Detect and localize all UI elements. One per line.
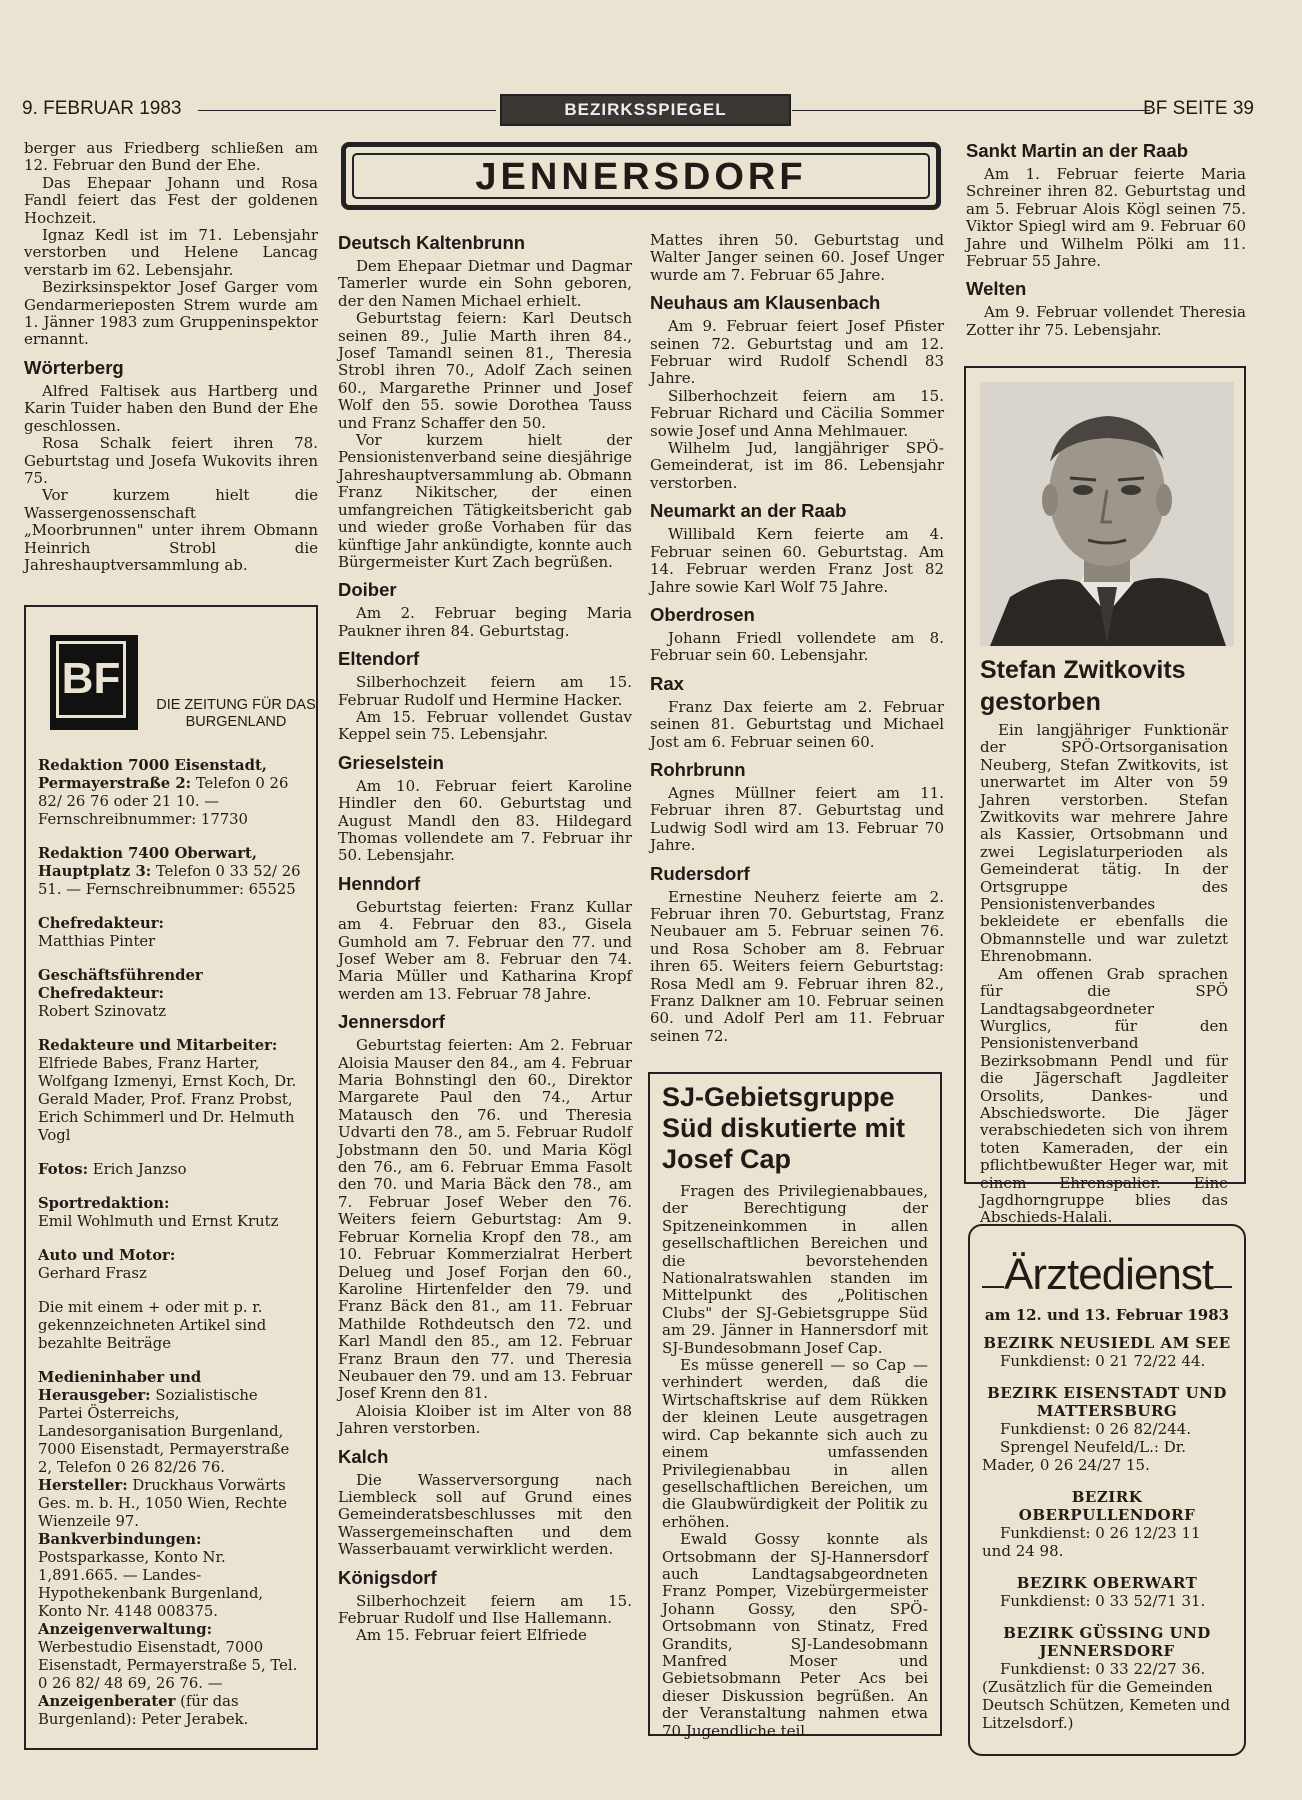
sj-article-box: [648, 1072, 942, 1740]
paragraph: Silberhochzeit feiern am 15. Februar Rudolf und Ilse Hallemann.: [338, 1591, 632, 1627]
bf-logo: [50, 635, 138, 730]
portrait-photo: [980, 382, 1234, 646]
heading-grieselstein: Grieselstein: [338, 751, 444, 773]
paragraph: Vor kurzem hielt der Pensionistenverband seine diesjährige Jahreshauptversammlung ab. Obmann Franz Nikitscher, der einen umfangreichen Tätigkeitsbericht gab und wieder große Vorhaben für das künftige Jahr ankündigte, konnte auch Bürgermeister Kurt Zach begrüßen.: [338, 431, 632, 571]
paragraph: Am 1. Februar feierte Maria Schreiner ihren 82. Geburtstag und am 5. Februar Alois Kögl seinen 75. Viktor Spiegl wird am 9. Februar 60 Jahre und Wilhelm Pölki am 11. Februar 55 Jahre.: [966, 165, 1246, 271]
heading-oberdrosen: Oberdrosen: [650, 603, 755, 625]
district-heading: BEZIRK GÜSSING UND JENNERSDORF: [1003, 1624, 1211, 1660]
imprint-text: Emil Wohlmuth und Ernst Krutz: [38, 1213, 279, 1230]
doctor-service-title: [982, 1250, 1232, 1300]
paragraph: Silberhochzeit feiern am 15. Februar Rudolf und Hermine Hacker.: [338, 673, 632, 709]
paragraph: Dem Ehepaar Dietmar und Dagmar Tamerler wurde ein Sohn geboren, der den Namen Michael erhielt.: [338, 257, 632, 310]
paragraph: berger aus Friedberg schließen am 12. Februar den Bund der Ehe.: [24, 139, 318, 175]
title-rule-right: [1214, 1286, 1232, 1288]
paragraph: Am offenen Grab sprachen für die SPÖ Landtagsabgeordneter Wurglics, für den Pensionistenverband Bezirksobmann Pendl und für die Jägerschaft Jagdleiter Orsolits, Dankes- und Abschiedsworte. Die Jäger verabschiedeten sich von ihrem toten Kameraden, der ein pflichtbewußter Heger war, mit einem Ehrenspalier. Eine Jagdhorngruppe blies das Abschieds-Halali.: [980, 964, 1228, 1227]
radio-service: Funkdienst: 0 33 22/27 36.: [1000, 1660, 1206, 1678]
doctor-service-date: am 12. und 13. Februar 1983: [984, 1306, 1230, 1324]
imprint-text: Robert Szinovatz: [38, 1003, 167, 1020]
paragraph: Fragen des Privilegienabbaues, der Berechtigung der Spitzeneinkommen in allen gesellschaftlichen Bereichen und die bevorstehenden Nationalratswahlen standen im Mittelpunkt des „Politischen Clubs" der SJ-Gebietsgruppe Süd am 29. Jänner in Hannersdorf mit SJ-Bundesobmann Josef Cap.: [662, 1182, 928, 1357]
heading-neumarkt: Neumarkt an der Raab: [650, 500, 847, 522]
paragraph: Am 9. Februar feiert Josef Pfister seinen 72. Geburtstag und am 12. Februar wird Rudolf Schendl 83 Jahre.: [650, 317, 944, 388]
imprint-logo-row: [38, 621, 316, 730]
imprint-block: [38, 1369, 306, 1477]
imprint-label: Fotos:: [38, 1161, 89, 1178]
radio-service: Funkdienst: 0 21 72/22 44.: [1000, 1352, 1206, 1370]
column-4: [966, 140, 1246, 339]
heading-henndorf: Henndorf: [338, 872, 421, 894]
imprint-text: Postsparkasse, Konto Nr. 1,891.665. — Landes-Hypothekenbank Burgenland, Konto Nr. 4148 008375.: [38, 1549, 264, 1620]
obituary-box: [964, 366, 1246, 1227]
page-header: [22, 98, 1254, 128]
paragraph: Geburtstag feiern: Karl Deutsch seinen 89., Julie Marth ihren 84., Josef Tamandl seinen 81., Theresia Strobl ihren 70., Adolf Zach seinen 60., Margarethe Prinner und Josef Wolf den 55. sowie Dorothea Tauss und Franz Schaffer den 50.: [338, 309, 632, 432]
obituary-body: [980, 722, 1228, 1227]
paragraph: Geburtstag feierten: Am 2. Februar Aloisia Mauser den 84., am 4. Februar Maria Bohnstingl den 60., Direktor Margarete Paul den 74., Artur Matausch den 76. und Theresia Udvarti den 78., am 5. Februar Rudolf Jobstmann den 50. und Maria Kögl den 76., am 6. Februar Emma Fasolt den 70. und Maria Bäck den 78., am 7. Februar Josef Weber den 76. Weiters feiern Geburtstag: Am 9. Februar Kornelia Kropf den 78., am 10. Februar Kommerzialrat Herbert Delueg und Josef Forjan den 60., Karoline Hirtenfelder den 79. und Franz Bäck den 81., am 11. Februar Mathilde Rothdeutsch den 72. und Karl Mandl den 85., am 12. Februar Franz Braun den 77. und Theresia Neubauer den 79. und am 13. Februar Josef Krenn den 81.: [338, 1036, 632, 1403]
district-heading: BEZIRK EISENSTADT UND MATTERSBURG: [987, 1384, 1227, 1420]
imprint-label: Anzeigenberater: [38, 1693, 176, 1710]
issue-date: 9. FEBRUAR 1983: [22, 98, 182, 119]
imprint-block: [38, 1531, 306, 1621]
title-rule-left: [982, 1286, 1004, 1288]
imprint-text: (für das Burgenland): Peter Jerabek.: [38, 1693, 249, 1728]
heading-neuhaus: Neuhaus am Klausenbach: [650, 292, 881, 314]
header-rule: [198, 110, 496, 111]
heading-rudersdorf: Rudersdorf: [650, 862, 750, 884]
portrait-image: [980, 382, 1234, 646]
imprint-label: Geschäftsführender Chefredakteur:: [38, 967, 203, 1002]
doctor-service-box: [968, 1224, 1246, 1756]
section-label: BEZIRKSSPIEGEL: [500, 94, 791, 126]
imprint-label: Bankverbindungen:: [38, 1531, 202, 1548]
heading-deutsch-kaltenbrunn: Deutsch Kaltenbrunn: [338, 232, 526, 253]
heading-welten: Welten: [966, 278, 1027, 300]
imprint-text: Erich Janzso: [92, 1161, 187, 1178]
paragraph: Am 15. Februar feiert Elfriede: [356, 1626, 587, 1645]
sj-body: [662, 1183, 928, 1740]
paragraph: Die Wasserversorgung nach Liembleck soll auf Grund eines Gemeinderatsbeschlusses mit den Wassergemeinschaften und dem Wasserbauamt verwirklicht werden.: [338, 1470, 632, 1559]
paragraph: Ein langjähriger Funktionär der SPÖ-Ortsorganisation Neuberg, Stefan Zwitkovits, ist unerwartet im Alter von 59 Jahren verstorben. Stefan Zwitkovits war mehrere Jahre als Kassier, Ortsobmann und zwei Legislaturperioden als Gemeinderat tätig. In der Ortsgruppe des Pensionistenverbandes bekleidete er ebenfalls die Obmannstelle und war zuletzt Ehrenobmann.: [980, 721, 1228, 966]
heading-sankt-martin: Sankt Martin an der Raab: [966, 140, 1189, 161]
imprint-label: Chefredakteur:: [38, 915, 164, 932]
imprint-note: Die mit einem + oder mit p. r. gekennzeichneten Artikel sind bezahlte Beiträge: [38, 1299, 267, 1352]
heading-rax: Rax: [650, 672, 684, 694]
imprint-text: Gerhard Frasz: [38, 1265, 147, 1282]
paragraph: Wilhelm Jud, langjähriger SPÖ-Gemeinderat, ist im 86. Lebensjahr verstorben.: [650, 439, 944, 492]
bf-logo-text: BF: [56, 641, 126, 718]
imprint-block: [38, 1037, 306, 1145]
page-number: BF SEITE 39: [1143, 98, 1254, 119]
heading-koenigsdorf: Königsdorf: [338, 1566, 437, 1588]
imprint-block: [38, 1161, 306, 1179]
imprint-label: Redaktion 7000 Eisenstadt, Permayerstraße 2:: [38, 757, 267, 792]
paragraph: Aloisia Kloiber ist im Alter von 88 Jahren verstorben.: [338, 1401, 632, 1438]
heading-kalch: Kalch: [338, 1445, 389, 1467]
imprint-text: Elfriede Babes, Franz Harter, Wolfgang Izmenyi, Ernst Koch, Dr. Gerald Mader, Prof. Franz Probst, Erich Schimmerl und Dr. Helmuth Vogl: [38, 1055, 297, 1144]
paragraph: Am 2. Februar beging Maria Paukner ihren 84. Geburtstag.: [338, 604, 632, 640]
imprint-label: Redaktion 7400 Oberwart, Hauptplatz 3:: [38, 845, 258, 880]
district-heading: BEZIRK OBERWART: [1016, 1574, 1198, 1592]
paragraph: Willibald Kern feierte am 4. Februar seinen 60. Geburtstag. Am 14. Februar werden Franz Jost 82 Jahre sowie Karl Wolf 75 Jahre.: [650, 525, 944, 596]
tagline: DIE ZEITUNG FÜR DAS BURGENLAND: [156, 697, 316, 730]
district-heading: BEZIRK OBERPULLENDORF: [1018, 1488, 1196, 1524]
imprint-label: Sportredaktion:: [38, 1195, 170, 1212]
imprint-block: [38, 967, 306, 1021]
paragraph: Silberhochzeit feiern am 15. Februar Richard und Cäcilia Sommer sowie Josef und Anna Mehlmauer.: [650, 386, 944, 440]
paragraph: Am 10. Februar feiert Karoline Hindler den 60. Geburtstag und August Mandl den 83. Hildegard Thomas vollendete am 7. Februar ihr 50. Lebensjahr.: [338, 776, 632, 865]
radio-service: Funkdienst: 0 33 52/71 31.: [1000, 1592, 1206, 1610]
radio-service: Funkdienst: 0 26 12/23 11 und 24 98.: [982, 1524, 1201, 1560]
imprint-block: [38, 845, 306, 899]
paragraph: Das Ehepaar Johann und Rosa Fandl feiert das Fest der goldenen Hochzeit.: [24, 173, 318, 227]
imprint-block: [38, 915, 306, 951]
imprint-label: Medieninhaber und Herausgeber:: [38, 1369, 202, 1404]
column-3: [650, 232, 944, 1045]
imprint-label: Redakteure und Mitarbeiter:: [38, 1037, 278, 1054]
radio-service-note: (Zusätzlich für die Gemeinden Deutsch Schützen, Kemeten und Litzelsdorf.): [982, 1678, 1231, 1732]
paragraph: Johann Friedl vollendete am 8. Februar sein 60. Lebensjahr.: [650, 628, 944, 665]
banner-title: JENNERSDORF: [352, 153, 930, 199]
header-rule: [792, 110, 1150, 111]
paragraph: Mattes ihren 50. Geburtstag und Walter Janger seinen 60. Josef Unger wurde am 7. Februar 65 Jahre.: [650, 231, 944, 284]
imprint-text: Telefon 0 26 82/ 26 76 oder 21 10. — Fernschreibnummer: 17730: [38, 775, 289, 828]
paragraph: Alfred Faltisek aus Hartberg und Karin Tuider haben den Bund der Ehe geschlossen.: [24, 381, 318, 435]
paragraph: Rosa Schalk feiert ihren 78. Geburtstag und Josefa Wukovits ihren 75.: [24, 434, 318, 487]
heading-rohrbrunn: Rohrbrunn: [650, 758, 746, 780]
imprint-block: [38, 757, 306, 829]
radio-service: Funkdienst: 0 26 82/244.: [1000, 1420, 1192, 1438]
paragraph: Am 9. Februar vollendet Theresia Zotter ihr 75. Lebensjahr.: [966, 303, 1246, 339]
paragraph: Ernestine Neuherz feierte am 2. Februar ihren 70. Geburtstag, Franz Neubauer am 5. Februar seinen 76. und Rosa Schober am 8. Februar ihren 65. Weiters feiern Geburtstag: Rosa Medl am 9. Februar ihren 82., Franz Dalkner am 10. Februar seinen 60. und Adolf Perl am 11. Februar seinen 72.: [650, 887, 944, 1045]
district-heading: BEZIRK NEUSIEDL AM SEE: [983, 1334, 1231, 1352]
imprint-box: [24, 605, 318, 1750]
paragraph: Ewald Gossy konnte als Ortsobmann der SJ-Hannersdorf auch Landtagsabgeordneten Franz Pomper, Vizebürgermeister Johann Gossy, den SPÖ-Ortsobmann von Stinatz, Fred Grandits, SJ-Landesobmann Manfred Moser und Gebietsobmann Peter Acs bei dieser Diskussion begrüßen. An der Veranstaltung nahmen etwa 70 Jugendliche teil.: [662, 1530, 928, 1740]
doctor-service-title-text: Ärztedienst: [1004, 1250, 1214, 1299]
paragraph: Ignaz Kedl ist im 71. Lebensjahr verstorben und Helene Lancag verstarb im 62. Lebensjahr.: [24, 226, 318, 279]
imprint-label: Hersteller:: [38, 1477, 128, 1494]
heading-eltendorf: Eltendorf: [338, 648, 420, 670]
imprint-text: Matthias Pinter: [38, 933, 156, 950]
column-2: [338, 224, 632, 1645]
paragraph: Franz Dax feierte am 2. Februar seinen 81. Geburtstag und Michael Jost am 6. Februar seinen 60.: [650, 697, 944, 751]
district-banner: [341, 142, 941, 210]
paragraph: Am 15. Februar vollendet Gustav Keppel sein 75. Lebensjahr.: [338, 707, 632, 744]
paragraph: Geburtstag feierten: Franz Kullar am 4. Februar den 83., Gisela Gumhold am 7. Februar den 77. und Josef Weber am 8. Februar den 74. Maria Müller und Katharina Kropf werden am 13. Februar 78 Jahre.: [338, 897, 632, 1003]
heading-doiber: Doiber: [338, 579, 397, 601]
imprint-text: Sozialistische Partei Österreichs, Landesorganisation Burgenland, 7000 Eisenstadt, Permayerstraße 2, Telefon 0 26 82/26 76.: [38, 1387, 290, 1476]
paragraph: Agnes Müllner feiert am 11. Februar ihren 87. Geburtstag und Ludwig Sodl wird am 13. Februar 70 Jahre.: [650, 783, 944, 855]
heading-jennersdorf: Jennersdorf: [338, 1011, 445, 1033]
imprint-block: [38, 1477, 306, 1531]
column-1: [24, 140, 318, 574]
imprint-label: Anzeigenverwaltung:: [38, 1621, 213, 1638]
paragraph: Es müsse generell — so Cap — verhindert werden, daß die Wirtschaftskrise auf dem Rükken der kleinen Leute ausgetragen wird. Cap bekannte sich auch zu einem umfassenden Privilegienabbau in allen gesellschaftlichen Bereichen, um die Glaubwürdigkeit der Politik zu erhöhen.: [662, 1356, 928, 1531]
imprint-block: [38, 1195, 306, 1231]
heading-woerterberg: Wörterberg: [24, 356, 124, 378]
paragraph: Bezirksinspektor Josef Garger vom Gendarmerieposten Strem wurde am 1. Jänner 1983 zum Gruppeninspektor ernannt.: [24, 278, 318, 349]
obituary-headline: Stefan Zwitkovits gestorben: [980, 656, 1186, 716]
imprint-block: [38, 1247, 306, 1283]
imprint-block: [38, 1621, 306, 1729]
radio-service: Sprengel Neufeld/L.: Dr. Mader, 0 26 24/27 15.: [982, 1438, 1187, 1474]
sj-headline: SJ-Gebietsgruppe Süd diskutierte mit Josef Cap: [662, 1082, 906, 1174]
imprint-text: Druckhaus Vorwärts Ges. m. b. H., 1050 Wien, Rechte Wienzeile 97.: [38, 1477, 288, 1530]
imprint-text: Telefon 0 33 52/ 26 51. — Fernschreibnummer: 65525: [38, 863, 301, 898]
imprint-label: Auto und Motor:: [38, 1247, 176, 1264]
paragraph: Vor kurzem hielt die Wassergenossenschaft „Moorbrunnen" unter ihrem Obmann Heinrich Strobl die Jahreshauptversammlung ab.: [24, 486, 318, 574]
imprint-text: Werbestudio Eisenstadt, 7000 Eisenstadt, Permayerstraße 5, Tel. 0 26 82/ 48 69, 26 76. —: [38, 1639, 298, 1692]
